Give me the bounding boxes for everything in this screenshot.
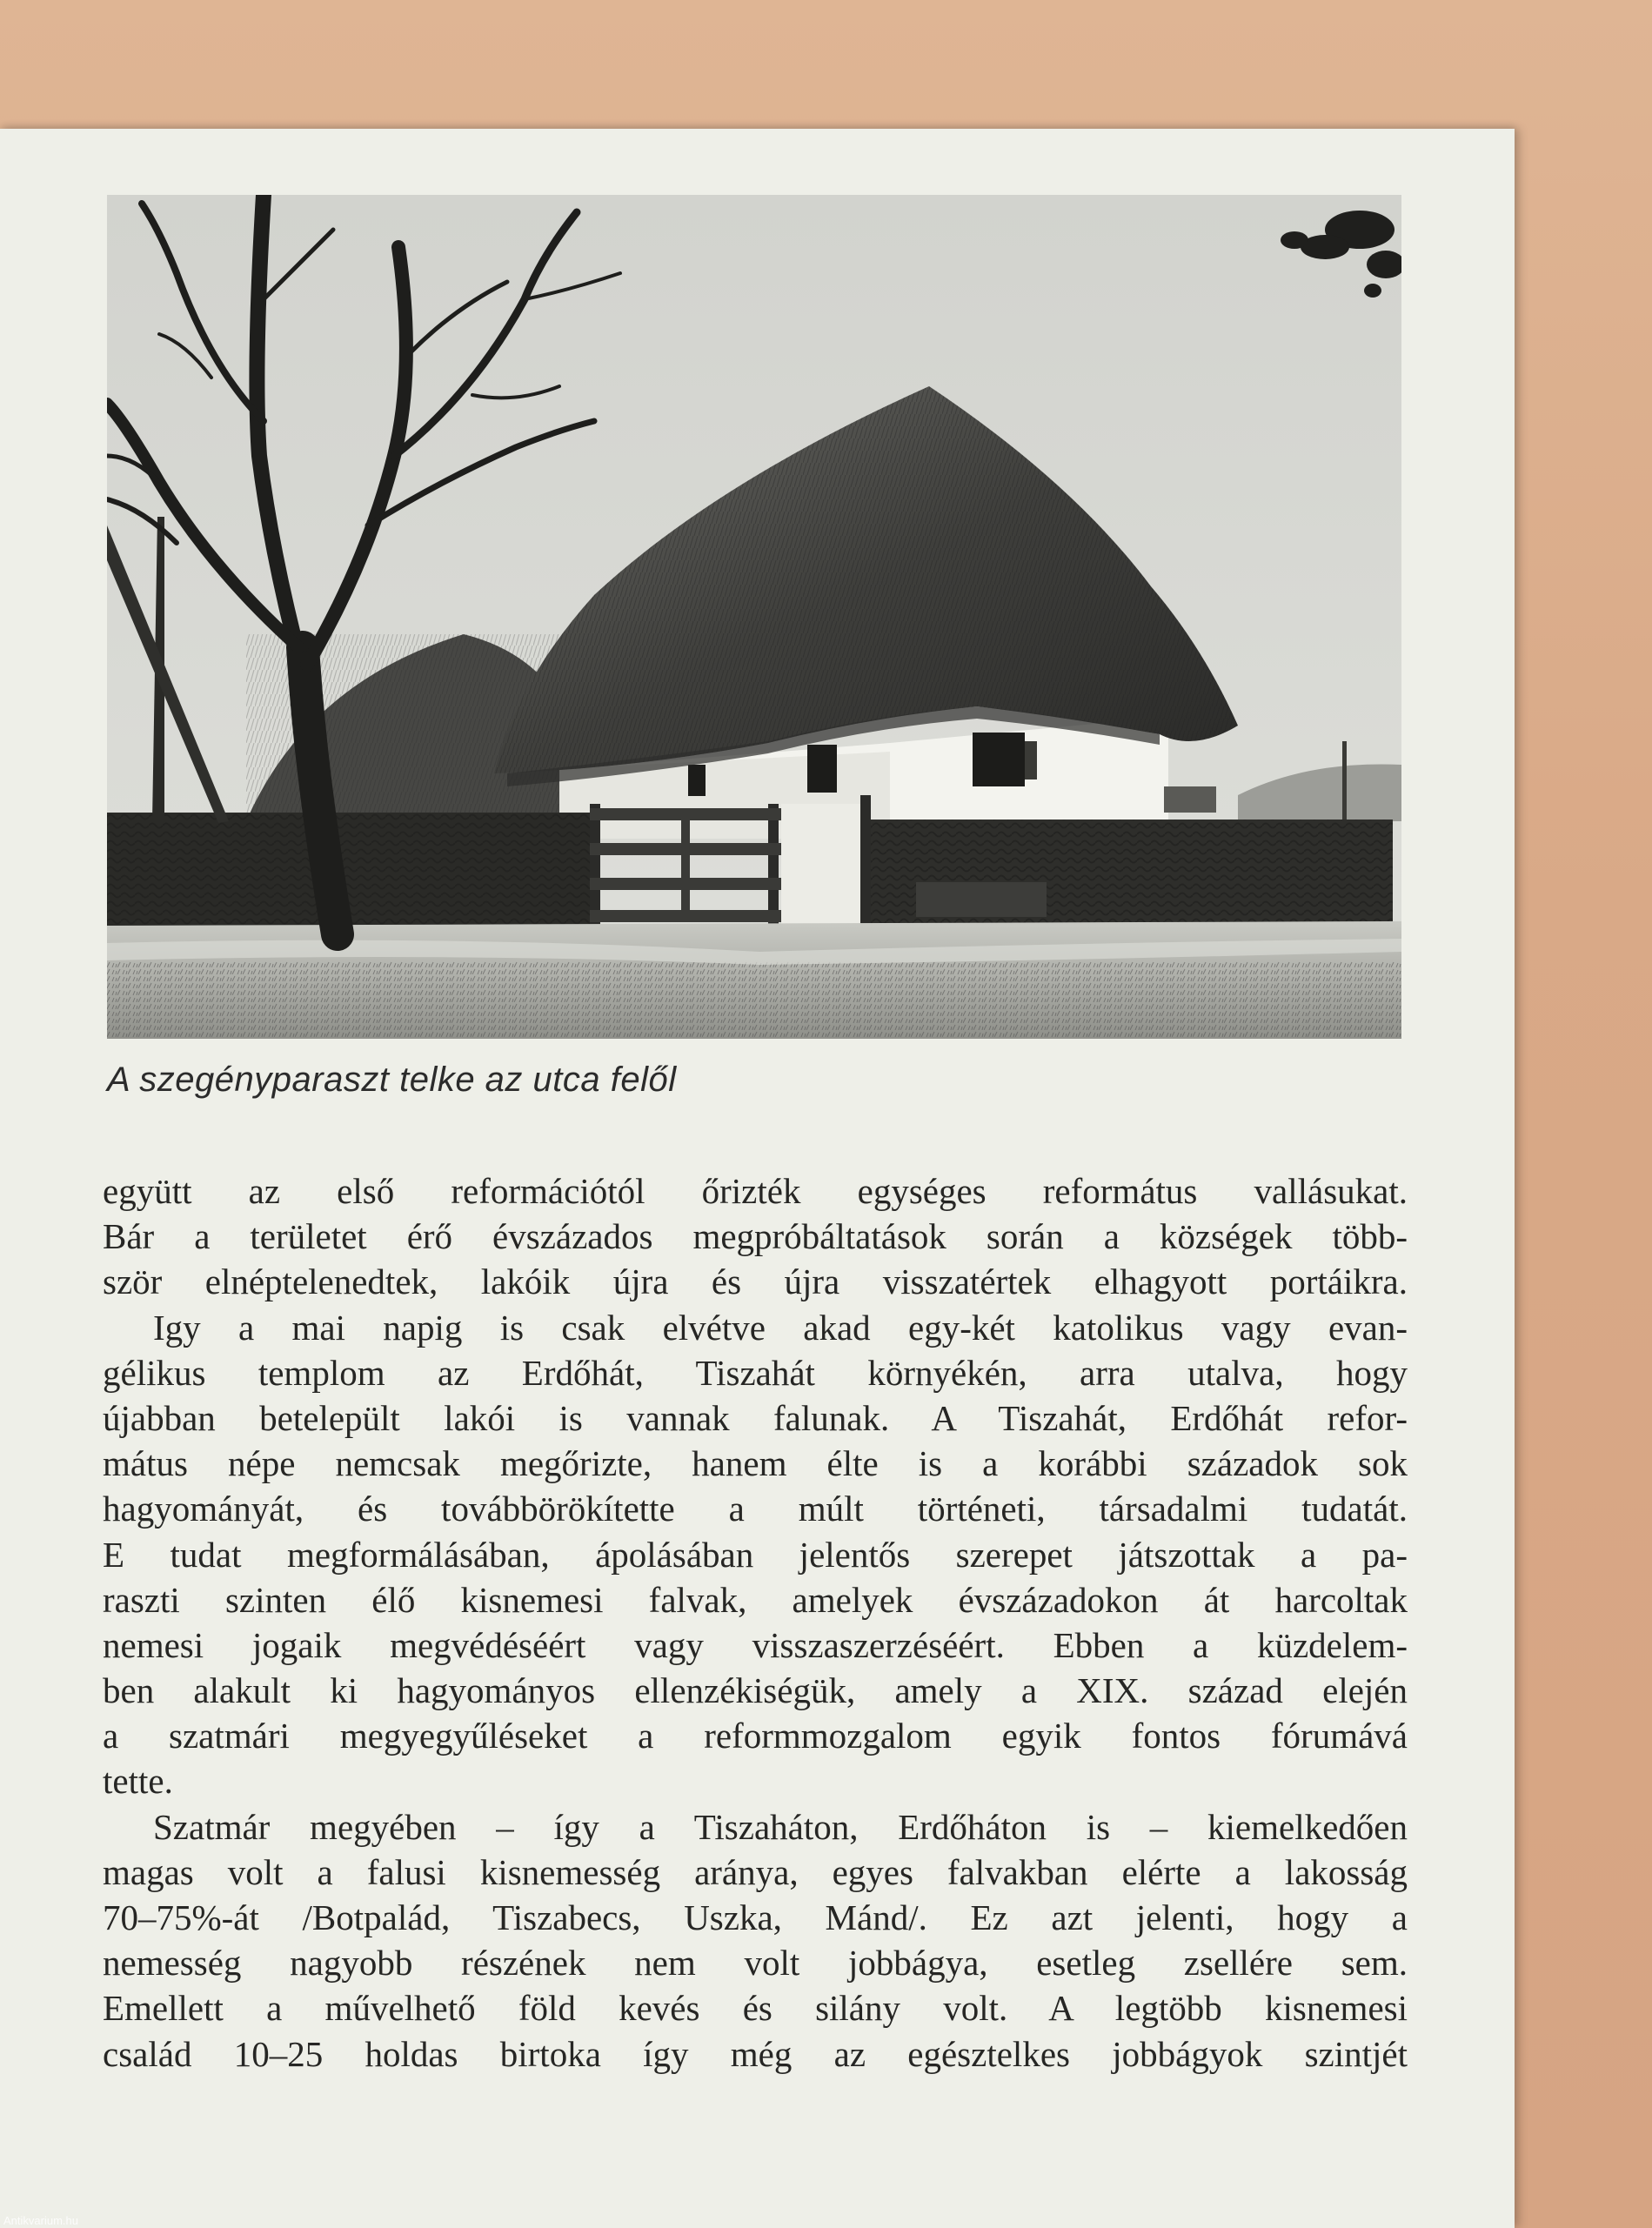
house-window-large: [973, 733, 1025, 786]
house-window-tiny: [688, 765, 706, 796]
text-line: ször elnéptelenedtek, lakóik újra és újra visszatértek elhagyott portáikra.: [103, 1261, 1408, 1302]
text-line: a szatmári megyegyűléseket a reformmozgalom egyik fontos fórumává: [103, 1716, 1408, 1756]
text-line: Emellett a művelhető föld kevés és silány volt. A legtöbb kisnemesi: [103, 1988, 1408, 2029]
text-line: magas volt a falusi kisnemesség aránya, egyes falvakban elérte a lakosság: [103, 1851, 1408, 1892]
book-page: [0, 129, 1515, 2228]
text-line: nemesség nagyobb részének nem volt jobbágya, esetleg zsellére sem.: [103, 1943, 1408, 1984]
text-line: tette.: [103, 1761, 173, 1802]
text-line: E tudat megformálásában, ápolásában jelentős szerepet játszottak a pa-: [103, 1534, 1408, 1575]
watermark: Antikvarium.hu: [3, 2214, 78, 2227]
text-line: ben alakult ki hagyományos ellenzékiségük, amely a XIX. század elején: [103, 1670, 1408, 1711]
photo-caption: A szegényparaszt telke az utca felől: [107, 1060, 677, 1099]
text-line: gélikus templom az Erdőhát, Tiszahát környékén, arra utalva, hogy: [103, 1352, 1408, 1393]
text-line: együtt az első reformációtól őrizték egységes református vallásukat.: [103, 1171, 1408, 1211]
text-line: Szatmár megyében – így a Tiszaháton, Erdőháton is – kiemelkedően: [153, 1806, 1408, 1847]
body-text: [103, 1168, 1408, 2077]
text-line: raszti szinten élő kisnemesi falvak, amelyek évszázadokon át harcoltak: [103, 1579, 1408, 1620]
text-line: hagyományát, és továbbörökítette a múlt történeti, társadalmi tudatát.: [103, 1489, 1408, 1529]
thatched-house-photo: [107, 195, 1401, 1039]
text-line: család 10–25 holdas birtoka így még az egésztelkes jobbágyok szintjét: [103, 2033, 1408, 2074]
distant-pole: [1342, 741, 1347, 820]
house-window-small: [807, 745, 837, 793]
text-line: mátus népe nemcsak megőrizte, hanem élte is a korábbi századok sok: [103, 1443, 1408, 1484]
text-line: Igy a mai napig is csak elvétve akad egy-két katolikus vagy evan-: [153, 1307, 1408, 1348]
text-line: Bár a területet érő évszázados megpróbáltatások során a községek több-: [103, 1216, 1408, 1257]
text-line: újabban betelepült lakói is vannak falunak. A Tiszahát, Erdőhát refor-: [103, 1397, 1408, 1438]
text-line: nemesi jogaik megvédéséért vagy visszaszerzéséért. Ebben a küzdelem-: [103, 1624, 1408, 1665]
text-line: 70–75%-át /Botpalád, Tiszabecs, Uszka, Mánd/. Ez azt jelenti, hogy a: [103, 1897, 1408, 1937]
